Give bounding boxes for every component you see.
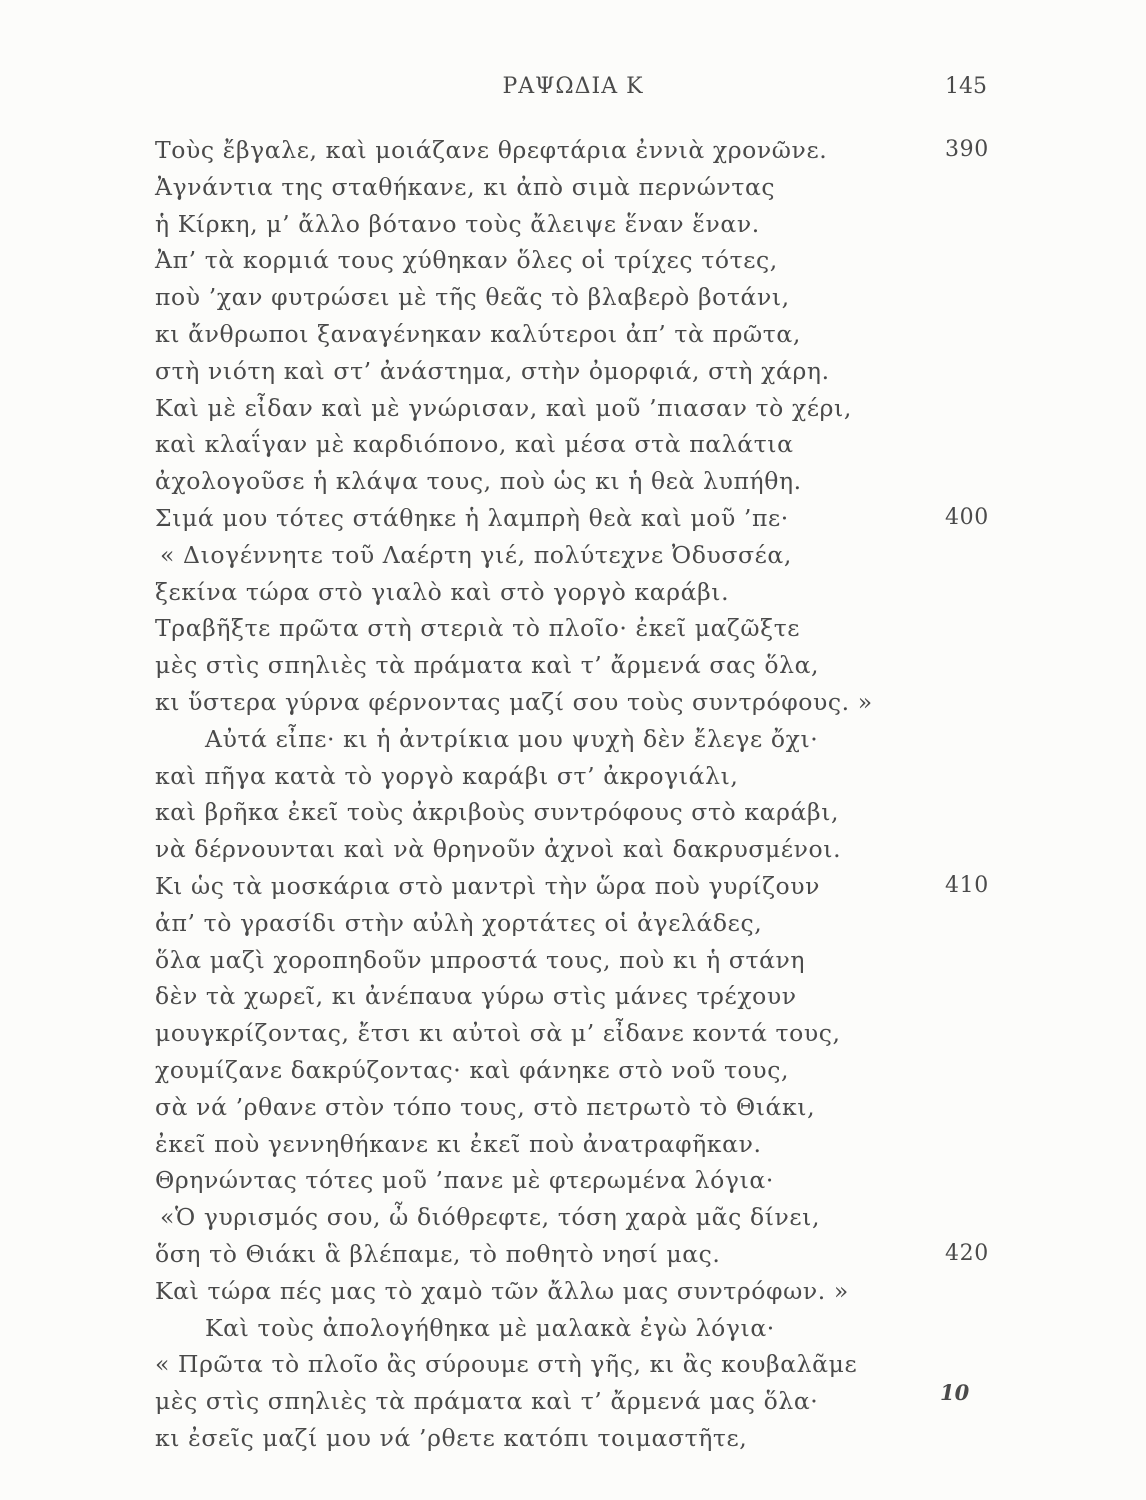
verse-line-text: Καὶ τοὺς ἀπολογήθηκα μὲ μαλακὰ ἐγὼ λόγια· (205, 1313, 775, 1342)
verse-line-text: καὶ πῆγα κατὰ τὸ γοργὸ καράβι στ’ ἀκρογιάλι, (155, 761, 739, 790)
verse-line-text: ἀπ’ τὸ γρασίδι στὴν αὐλὴ χορτάτες οἱ ἀγελάδες, (155, 908, 763, 937)
verse-line-text: Τοὺς ἔβγαλε, καὶ μοιάζανε θρεφτάρια ἐννιὰ χρονῶνε. (155, 136, 828, 164)
verse-line-text: ἀχολογοῦσε ἡ κλάψα τους, ποὺ ὡς κι ἡ θεὰ λυπήθη. (155, 467, 802, 496)
running-header: ΡΑΨΩΔΙΑ Κ (502, 74, 644, 99)
verse-line (155, 1052, 855, 1089)
verse-line-text: ξεκίνα τώρα στὸ γιαλὸ καὶ στὸ γοργὸ καράβι. (155, 577, 730, 606)
verse-line (155, 1310, 855, 1347)
verse-line (155, 647, 855, 684)
verse-line (155, 1199, 855, 1236)
verse-line (155, 978, 855, 1015)
verse-line-text: ὅση τὸ Θιάκι ἃ βλέπαμε, τὸ ποθητὸ νησί μας. (155, 1239, 721, 1268)
verse-line-text: Καὶ τώρα πές μας τὸ χαμὸ τῶν ἄλλω μας συντρόφων. » (155, 1276, 849, 1305)
verse-line (155, 206, 855, 243)
verse-line-text: Καὶ μὲ εἶδαν καὶ μὲ γνώρισαν, καὶ μοῦ ’πιασαν τὸ χέρι, (155, 393, 852, 422)
verse-line (155, 1236, 989, 1273)
verse-line-text: ποὺ ’χαν φυτρώσει μὲ τῆς θεᾶς τὸ βλαβερὸ βοτάνι, (155, 283, 790, 312)
line-number: 390 (945, 137, 989, 162)
verse-line (155, 316, 855, 353)
verse-line-text: δὲν τὰ χωρεῖ, κι ἀνέπαυα γύρω στὶς μάνες τρέχουν (155, 982, 797, 1011)
verse-line (155, 942, 855, 979)
line-number: 400 (945, 504, 989, 530)
verse-line (155, 1162, 855, 1199)
verse-line (155, 1273, 855, 1310)
verse-line-text: κι ἄνθρωποι ξαναγένηκαν καλύτεροι ἀπ’ τὰ πρῶτα, (155, 319, 801, 348)
verse-line (155, 831, 855, 868)
verse-line-text: ἐκεῖ ποὺ γεννηθήκανε κι ἐκεῖ ποὺ ἀνατραφῆκαν. (155, 1129, 762, 1158)
page-number: 145 (945, 74, 987, 99)
verse-line (155, 574, 855, 611)
verse-line-text: σὰ νά ’ρθανε στὸν τόπο τους, στὸ πετρωτὸ τὸ Θιάκι, (155, 1092, 816, 1121)
verse-line (155, 758, 855, 795)
verse-line (155, 353, 855, 390)
verse-line (155, 721, 855, 758)
verse-line-text: « Διογέννητε τοῦ Λαέρτη γιέ, πολύτεχνε Ὀδυσσέα, (160, 540, 792, 569)
verse-line-text: Ἀγνάντια της σταθήκανε, κι ἀπὸ σιμὰ περνώντας (155, 172, 776, 201)
verse-line-text: Ἀπ’ τὰ κορμιά τους χύθηκαν ὅλες οἱ τρίχες τότες, (155, 246, 778, 275)
verse-line-text: ὅλα μαζὶ χοροπηδοῦν μπροστά τους, ποὺ κι ἡ στάνη (155, 945, 806, 974)
verse-line (155, 1420, 855, 1457)
verse-line-text: Θρηνώντας τότες μοῦ ’πανε μὲ φτερωμένα λόγια· (155, 1166, 774, 1195)
signature-mark: 10 (940, 1380, 970, 1405)
verse-line (155, 1015, 855, 1052)
verse-line-text: Τραβῆξτε πρῶτα στὴ στεριὰ τὸ πλοῖο· ἐκεῖ μαζῶξτε (155, 614, 801, 643)
verse-line (155, 132, 989, 169)
verse-line (155, 794, 855, 831)
verse-line (155, 1346, 858, 1383)
verse-line (155, 279, 855, 316)
verse-line-text: ἡ Κίρκη, μ’ ἄλλο βότανο τοὺς ἄλειψε ἕναν ἕναν. (155, 209, 760, 238)
verse-line-text: μουγκρίζοντας, ἔτσι κι αὐτοὶ σὰ μ’ εἶδανε κοντά τους, (155, 1019, 841, 1048)
verse-line-text: νὰ δέρνουνται καὶ νὰ θρηνοῦν ἀχνοὶ καὶ δακρυσμένοι. (155, 835, 842, 864)
verse-line-text: κι ὕστερα γύρνα φέρνοντας μαζί σου τοὺς συντρόφους. » (155, 687, 873, 716)
verse-line-text: στὴ νιότη καὶ στ’ ἀνάστημα, στὴν ὀμορφιά, στὴ χάρη. (155, 356, 830, 385)
verse-line (155, 390, 855, 427)
verse-line (155, 537, 855, 574)
verse-line-text: Κι ὡς τὰ μοσκάρια στὸ μαντρὶ τὴν ὥρα ποὺ γυρίζουν (155, 871, 821, 900)
verse-line (155, 1089, 855, 1126)
verse-text (155, 132, 989, 1457)
verse-line (155, 463, 855, 500)
verse-line (155, 905, 855, 942)
verse-line (155, 426, 855, 463)
verse-line (155, 1383, 855, 1420)
verse-line-text: Σιμά μου τότες στάθηκε ἡ λαμπρὴ θεὰ καὶ μοῦ ’πε· (155, 503, 789, 532)
verse-line-text: μὲς στὶς σπηλιὲς τὰ πράματα καὶ τ’ ἄρμενά μας ὅλα· (155, 1387, 819, 1416)
verse-line (155, 868, 989, 905)
verse-line (155, 500, 989, 537)
verse-line-text: καὶ βρῆκα ἐκεῖ τοὺς ἀκριβοὺς συντρόφους στὸ καράβι, (155, 798, 840, 827)
verse-line-text: «Ὁ γυρισμός σου, ὦ διόθρεφτε, τόση χαρὰ μᾶς δίνει, (160, 1203, 821, 1232)
verse-line (155, 1126, 855, 1163)
verse-line-text: Αὐτά εἶπε· κι ἡ ἀντρίκια μου ψυχὴ δὲν ἔλεγε ὄχι· (205, 724, 819, 753)
line-number: 410 (945, 872, 989, 898)
verse-line-text: κι ἐσεῖς μαζί μου νά ’ρθετε κατόπι τοιμαστῆτε, (155, 1423, 748, 1452)
verse-line-text: « Πρῶτα τὸ πλοῖο ἂς σύρουμε στὴ γῆς, κι ἂς κουβαλᾶμε (155, 1350, 858, 1379)
verse-line (155, 242, 855, 279)
verse-line-text: χουμίζανε δακρύζοντας· καὶ φάνηκε στὸ νοῦ τους, (155, 1055, 790, 1084)
verse-line (155, 169, 855, 206)
verse-line (155, 684, 873, 721)
verse-line (155, 610, 855, 647)
verse-line-text: μὲς στὶς σπηλιὲς τὰ πράματα καὶ τ’ ἄρμενά σας ὅλα, (155, 651, 820, 680)
line-number: 420 (945, 1240, 989, 1266)
verse-line-text: καὶ κλαΐγαν μὲ καρδιόπονο, καὶ μέσα στὰ παλάτια (155, 430, 794, 459)
